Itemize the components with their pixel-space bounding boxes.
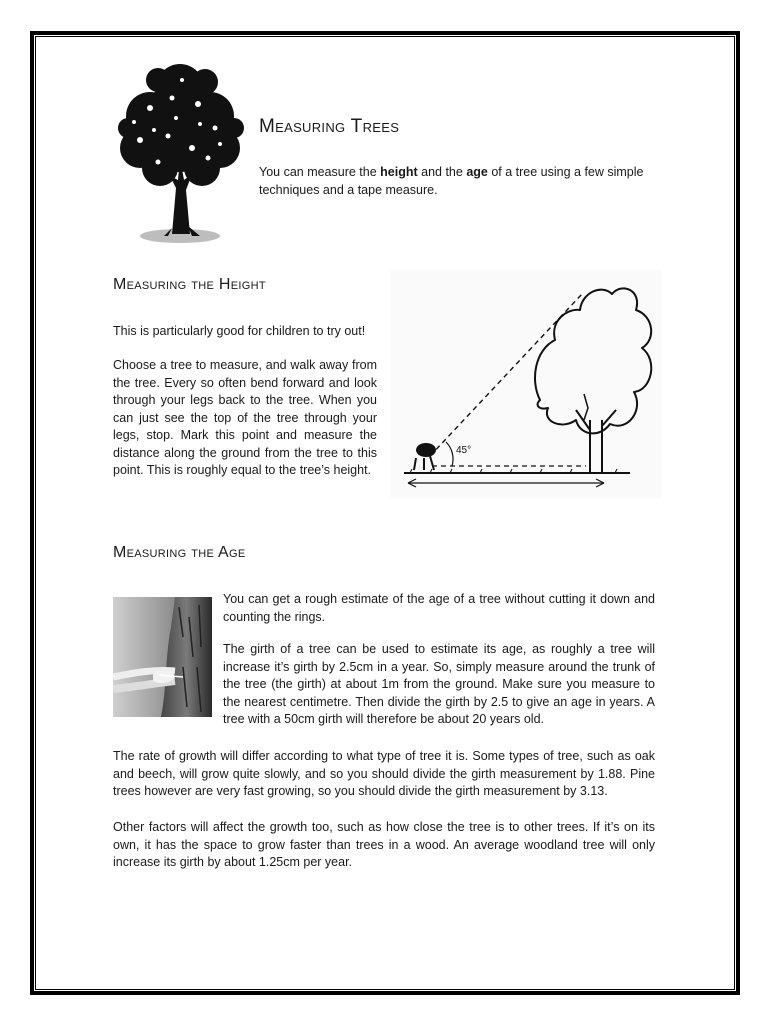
height-instructions-text: Choose a tree to measure, and walk away from the tree. Every so often bend forward and look through your legs back to the tree. When you can just see the top of the tree through your legs, stop. Mark this point and measure the distance along the ground from the tree to this point. This is roughly equal to the tree’s height. — [113, 358, 377, 477]
tree-illustration — [110, 58, 252, 250]
angle-label: 45° — [456, 445, 472, 456]
page-title: Measuring Trees — [259, 116, 400, 137]
age-heading: Measuring the Age — [113, 544, 246, 561]
height-diagram — [390, 270, 662, 498]
height-intro-text: This is particularly good for children to try out! — [113, 324, 366, 338]
age-rate-text: The rate of growth will differ according to what type of tree it is. Some types of tree, such as oak and beech, will grow quite slowly, and so you should divide the girth measurement by 1.88. Pine trees however are very fast growing, so you should divide the girth measurement by 3.13. — [113, 749, 655, 798]
age-intro-text: You can get a rough estimate of the age of a tree without cutting it down and counting the rings. — [223, 592, 655, 624]
age-factors-text: Other factors will affect the growth too, such as how close the tree is to other trees. If it’s on its own, it has the space to grow faster than trees in a wood. An average woodland tree will only increase its girth by about 1.25cm per year. — [113, 820, 655, 869]
tree-girth-photo — [113, 597, 212, 717]
height-heading: Measuring the Height — [113, 276, 266, 293]
intro-text: You can measure the height and the age of a tree using a few simple techniques and a tape measure. — [259, 165, 644, 197]
age-girth-text: The girth of a tree can be used to estimate its age, as roughly a tree will increase it’s girth by 2.5cm in a year. So, simply measure around the trunk of the tree (the girth) at about 1m from the ground. Make sure you measure to the nearest centimetre. Then divide the girth by 2.5 to give an age in years. A tree with a 50cm girth will therefore be about 20 years old. — [223, 642, 655, 726]
